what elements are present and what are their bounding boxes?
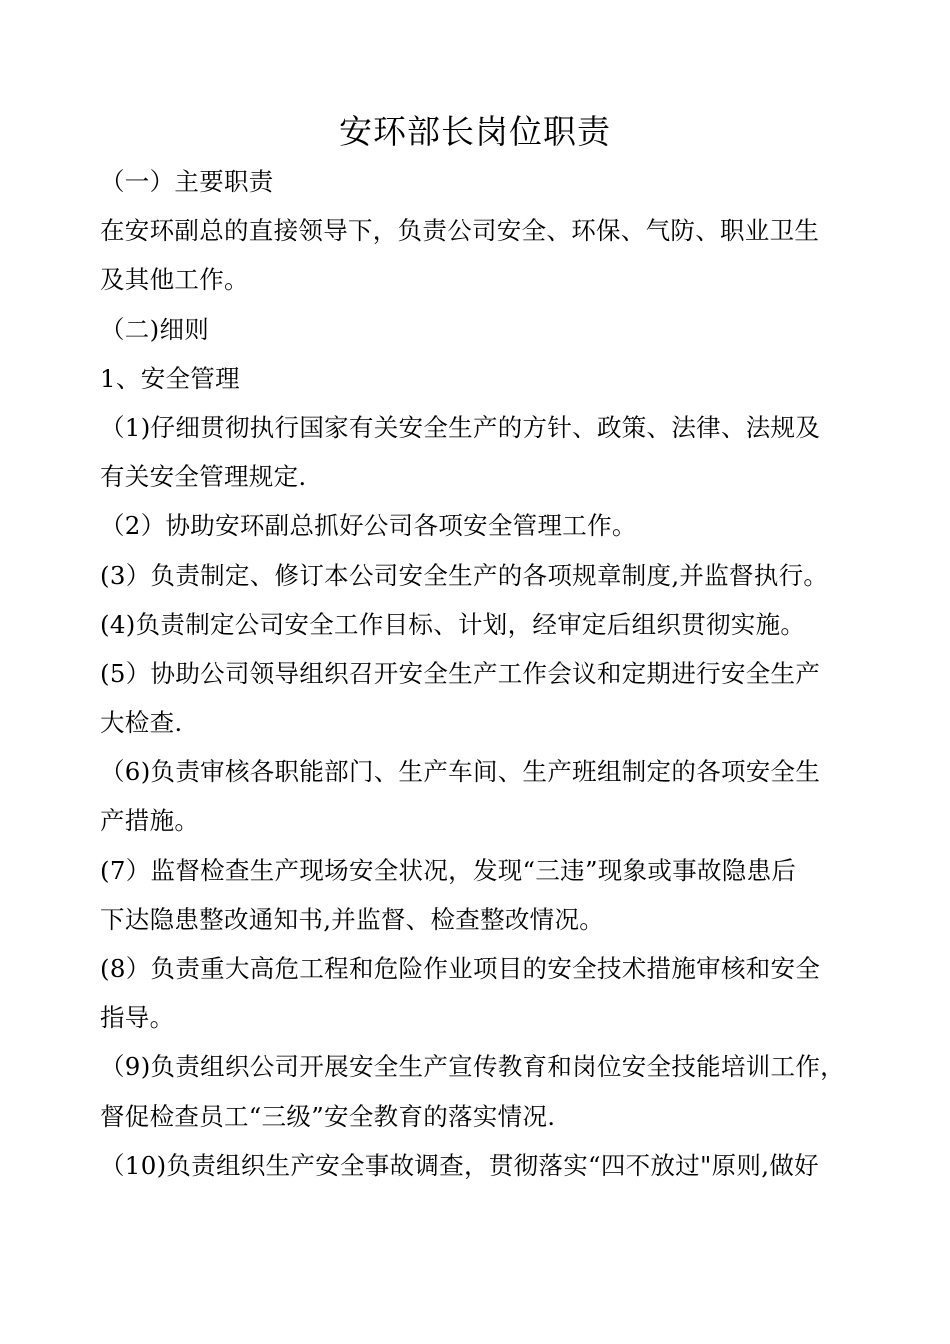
list-item-line: (4)负责制定公司安全工作目标、计划，经审定后组织贯彻实施。 [100,609,806,639]
list-item-line: 有关安全管理规定. [100,462,307,492]
subsection-heading-safety-management: 1、安全管理 [100,363,240,393]
document-body [100,157,860,1190]
paragraph-line: 在安环副总的直接领导下，负责公司安全、环保、气防、职业卫生 [100,216,820,246]
list-item-line: 督促检查员工“三级”安全教育的落实情况. [100,1101,556,1131]
list-item-line: （1)仔细贯彻执行国家有关安全生产的方针、政策、法律、法规及 [100,412,821,442]
section-heading-main-duties: （一）主要职责 [100,167,274,196]
paragraph-line: 及其他工作。 [100,265,249,295]
list-item-line: （10)负责组织生产安全事故调查，贯彻落实“四不放过"原则,做好 [100,1150,819,1180]
list-item-line: (3）负责制定、修订本公司安全生产的各项规章制度,并监督执行。 [100,560,829,590]
list-item-line: 指导。 [100,1003,175,1033]
document-title: 安环部长岗位职责 [339,112,611,151]
section-heading-details: （二)细则 [100,314,210,344]
list-item-line: （9)负责组织公司开展安全生产宣传教育和岗位安全技能培训工作， [100,1052,845,1082]
list-item-line: （2）协助安环副总抓好公司各项安全管理工作。 [100,511,637,541]
list-item-line: （6)负责审核各职能部门、生产车间、生产班组制定的各项安全生 [100,757,821,787]
list-item-line: 下达隐患整改通知书,并监督、检查整改情况。 [100,904,605,934]
list-item-line: (5）协助公司领导组织召开安全生产工作会议和定期进行安全生产 [100,658,821,688]
list-item-line: (7）监督检查生产现场安全状况，发现“三违”现象或事故隐患后 [100,855,797,885]
list-item-line: 大检查. [100,708,183,738]
list-item-line: (8）负责重大高危工程和危险作业项目的安全技术措施审核和安全 [100,954,821,983]
list-item-line: 产措施。 [100,806,200,836]
